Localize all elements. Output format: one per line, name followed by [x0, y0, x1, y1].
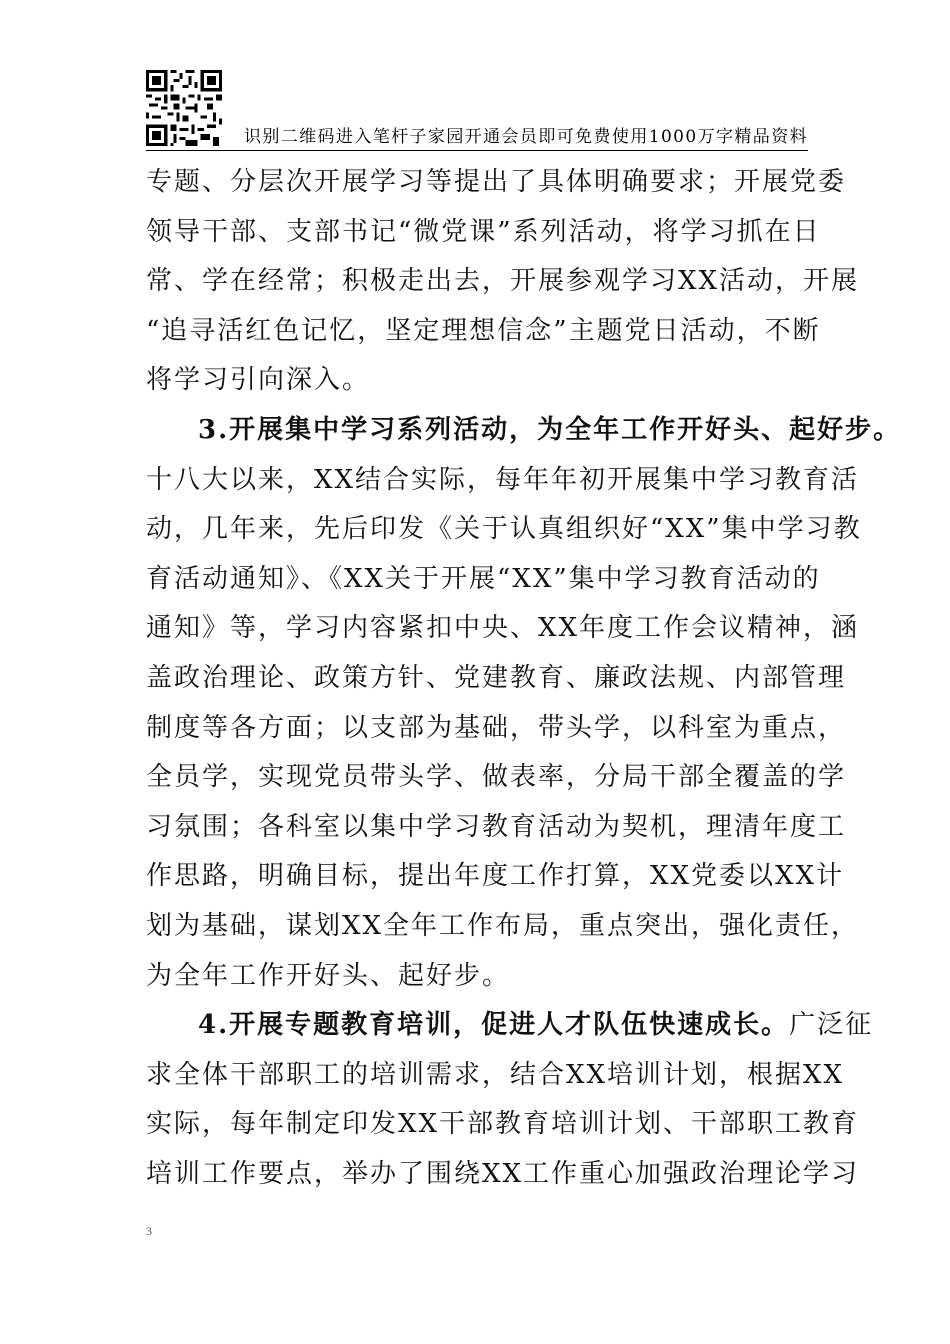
section-heading-3: 3.开展集中学习系列活动，为全年工作开好头、起好步。	[198, 414, 902, 445]
body-line: 将学习引向深入。	[146, 365, 371, 396]
header-divider	[146, 150, 808, 151]
body-line: 通知》等，学习内容紧扣中央、XX年度工作会议精神，涵	[146, 613, 860, 644]
header-banner-text: 识别二维码进入笔杆子家园开通会员即可免费使用1000万字精品资料	[243, 127, 808, 147]
body-line: 制度等各方面；以支部为基础，带头学，以科室为重点，	[146, 712, 847, 743]
page-number: 3	[146, 1224, 152, 1238]
body-line: 盖政治理论、政策方针、党建教育、廉政法规、内部管理	[146, 662, 847, 693]
body-line: 常、学在经常；积极走出去，开展参观学习XX活动，开展	[146, 266, 860, 297]
body-line: 实际，每年制定印发XX干部教育培训计划、干部职工教育	[146, 1109, 860, 1140]
document-body	[146, 158, 902, 1199]
body-line: 领导干部、支部书记“微党课”系列活动，将学习抓在日	[146, 216, 821, 247]
body-line: 求全体干部职工的培训需求，结合XX培训计划，根据XX	[146, 1059, 845, 1090]
body-line: 划为基础，谋划XX全年工作布局，重点突出，强化责任，	[146, 910, 860, 941]
qr-code-icon[interactable]	[146, 70, 222, 146]
body-line: 育活动通知》、《XX关于开展“XX”集中学习教育活动的	[146, 563, 821, 594]
body-line: 培训工作要点，举办了围绕XX工作重心加强政治理论学习	[146, 1158, 860, 1189]
body-line: 习氛围；各科室以集中学习教育活动为契机，理清年度工	[146, 811, 847, 842]
body-line: 为全年工作开好头、起好步。	[146, 960, 511, 991]
body-line: 十八大以来，XX结合实际，每年年初开展集中学习教育活	[146, 464, 860, 495]
body-line: 作思路，明确目标，提出年度工作打算，XX党委以XX计	[146, 861, 845, 892]
body-line: “追寻活红色记忆，坚定理想信念”主题党日活动，不断	[146, 315, 821, 346]
body-line: 全员学，实现党员带头学、做表率，分局干部全覆盖的学	[146, 762, 847, 793]
section-heading-4: 4.开展专题教育培训，促进人才队伍快速成长。广泛征	[198, 1010, 874, 1041]
body-line: 专题、分层次开展学习等提出了具体明确要求；开展党委	[146, 167, 847, 197]
body-line: 动，几年来，先后印发《关于认真组织好“XX”集中学习教	[146, 514, 862, 545]
